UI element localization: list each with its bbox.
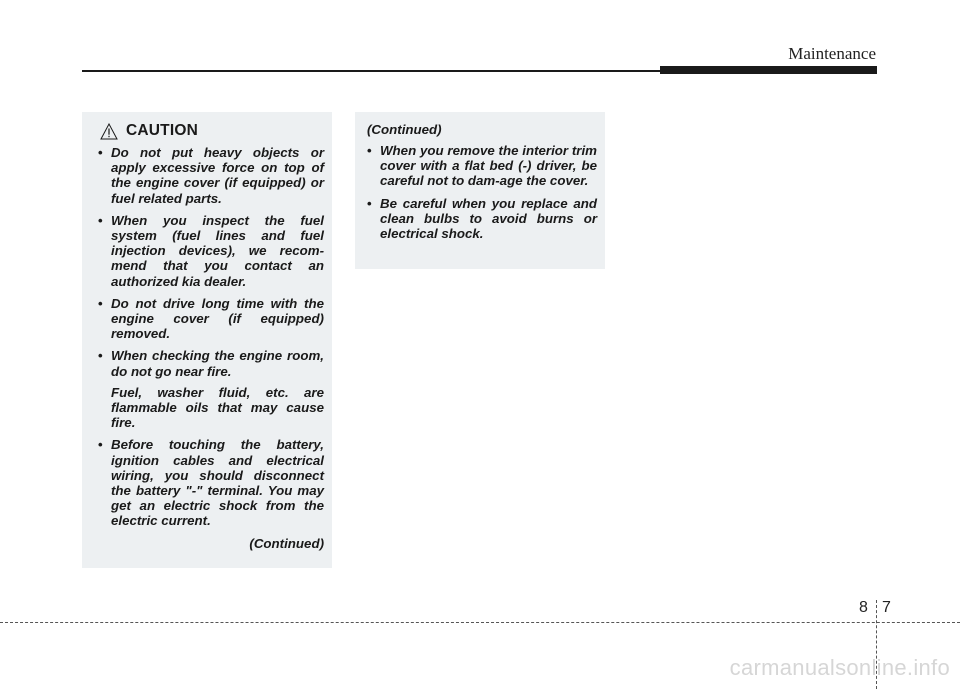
list-item: • When you inspect the fuel system (fuel lines and fuel injection devices), we recom-mend that you contact an authorized kia dealer.	[98, 213, 324, 289]
list-sub-paragraph: Fuel, washer fluid, etc. are flammable oils that may cause fire.	[111, 384, 324, 431]
continued-label: (Continued)	[367, 122, 442, 137]
warning-triangle-icon	[100, 123, 118, 140]
caution-box-continued	[355, 112, 605, 269]
caution-box	[82, 112, 332, 568]
header-rule	[82, 70, 662, 72]
continued-label: (Continued)	[249, 535, 324, 551]
list-item: • When checking the engine room, do not go near fire.	[98, 348, 324, 378]
caution-heading	[100, 122, 324, 140]
caution-title: CAUTION	[126, 122, 199, 139]
footer-rule	[0, 622, 960, 623]
page-number: 7	[882, 599, 891, 616]
list-item: • Do not put heavy objects or apply excessive force on top of the engine cover (if equipped) or fuel related parts.	[98, 145, 324, 206]
section-title: Maintenance	[788, 44, 876, 63]
caution-list	[98, 145, 324, 379]
watermark-text: carmanualsonline.info	[729, 655, 950, 680]
header-rule-accent	[660, 66, 877, 74]
list-item: • Be careful when you replace and clean bulbs to avoid burns or electrical shock.	[367, 196, 597, 242]
caution-list-continued	[98, 437, 324, 528]
list-item: • Before touching the battery, ignition cables and electrical wiring, you should disconnect the battery "-" terminal. You may get an electric shock from the electric current.	[98, 437, 324, 528]
list-item: • Do not drive long time with the engine cover (if equipped) removed.	[98, 296, 324, 342]
caution-list	[367, 143, 597, 241]
chapter-number: 8	[859, 599, 868, 616]
list-item: • When you remove the interior trim cover with a flat bed (-) driver, be careful not to dam-age the cover.	[367, 143, 597, 189]
